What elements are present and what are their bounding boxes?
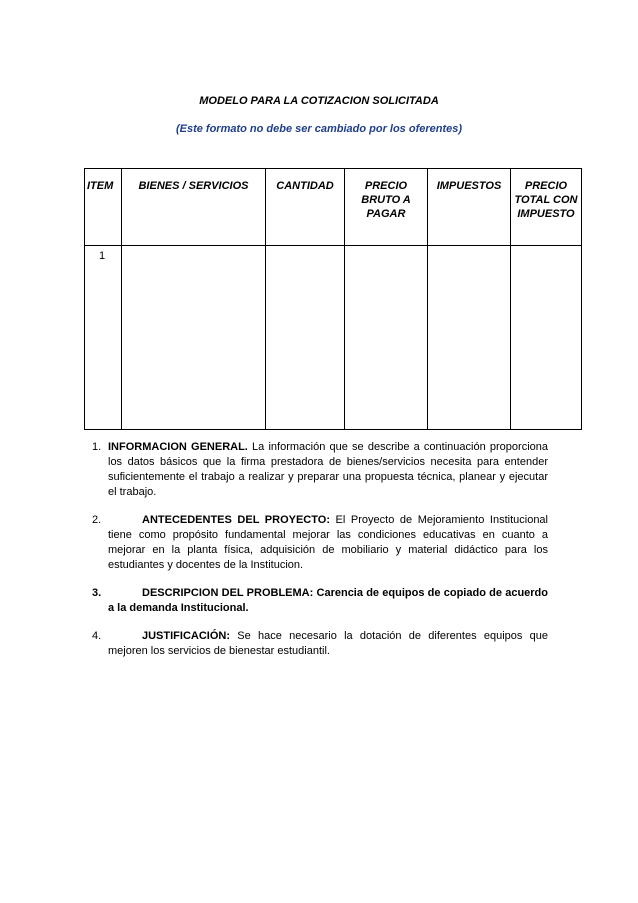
section-number: 4.	[92, 630, 102, 642]
header-taxes: IMPUESTOS	[428, 169, 511, 246]
cell-goods-services[interactable]	[122, 246, 266, 430]
section-heading: ANTECEDENTES DEL PROYECTO:	[142, 514, 330, 526]
section-text: Se hace necesario la dotación de diferentes equipos que mejoren los servicios de bienestar estudiantil.	[108, 630, 548, 657]
section-background	[92, 513, 548, 573]
header-item: ITEM	[85, 169, 122, 246]
cell-item[interactable]: 1	[85, 246, 122, 430]
document-subtitle: (Este formato no debe ser cambiado por los oferentes)	[175, 123, 463, 135]
header-goods-services: BIENES / SERVICIOS	[122, 169, 266, 246]
table-header-row	[85, 169, 582, 246]
header-gross-price: PRECIO BRUTO A PAGAR	[345, 169, 428, 246]
section-problem-description	[92, 586, 548, 616]
table-row	[85, 246, 582, 430]
section-text: Carencia de equipos de copiado de acuerdo a la demanda Institucional.	[108, 587, 548, 614]
cell-total-price[interactable]	[511, 246, 582, 430]
section-heading: DESCRIPCION DEL PROBLEMA:	[142, 587, 314, 599]
cell-taxes[interactable]	[428, 246, 511, 430]
section-general-information	[92, 440, 548, 500]
header-total-price: PRECIO TOTAL CON IMPUESTO	[511, 169, 582, 246]
section-number: 1.	[92, 441, 102, 453]
document-title: MODELO PARA LA COTIZACION SOLICITADA	[199, 95, 439, 107]
section-text: El Proyecto de Mejoramiento Institucional tiene como propósito fundamental mejorar las condiciones educativas en cuanto a mejorar en la planta física, adquisición de mobiliario y material didáctico para los estudiantes y docentes de la Institucion.	[108, 514, 548, 571]
sections-list	[92, 440, 548, 672]
header-quantity: CANTIDAD	[266, 169, 345, 246]
section-text: La información que se describe a continuación proporciona los datos básicos que la firma prestadora de bienes/servicios necesita para entender suficientemente el trabajo a realizar y preparar una propuesta técnica, planear y ejecutar el trabajo.	[108, 441, 548, 498]
cell-quantity[interactable]	[266, 246, 345, 430]
section-heading: INFORMACION GENERAL.	[108, 441, 248, 453]
section-number: 3.	[92, 587, 102, 599]
section-number: 2.	[92, 514, 102, 526]
section-heading: JUSTIFICACIÓN:	[142, 630, 230, 642]
cell-gross-price[interactable]	[345, 246, 428, 430]
section-justification	[92, 629, 548, 659]
quotation-table	[84, 168, 582, 430]
